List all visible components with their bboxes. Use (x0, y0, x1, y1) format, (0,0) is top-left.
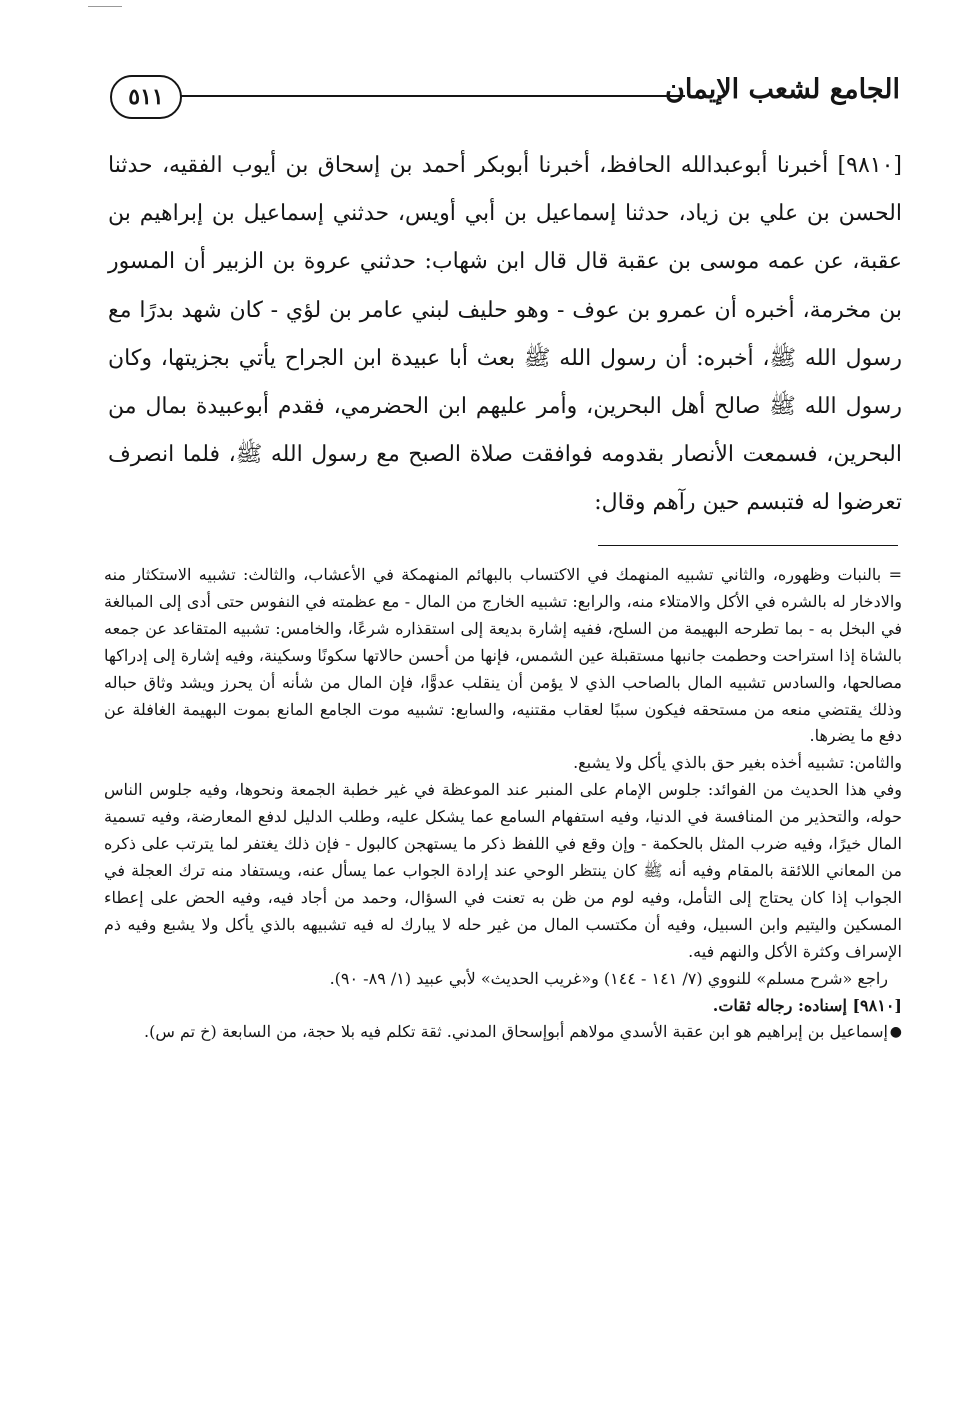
page-header (110, 70, 900, 126)
footnote-continuation: = بالنبات وظهوره، والثاني تشبيه المنهمك في الاكتساب بالبهائم المنهمكة في الأعشاب، والثالث: تشبيه الاستكثار منه والادخار له بالشره في الأكل والامتلاء منه، والرابع: تشبيه الخارج من المال - مع عظمته في النفوس حتى أدى إلى المبالغة في البخل به - بما تطرحه البهيمة من السلح، ففيه إشارة بديعة إلى استقذاره شرعًا، والخامس: تشبيه المتقاعد عن جمعه بالشاة إذا استراحت وحطمت جانبها مستقبلة عين الشمس، فإنها من أحسن حالاتها سكونًا وسكينة، وفيه إشارة إلى إدراكها مصالحها، والسادس تشبيه المال بالصاحب الذي لا يؤمن أن ينقلب عدوًّا، فإن المال من شأنه أن يحرز ويشد وثاق حباله وذلك يقتضي منعه من مستحقه فيكون سببًا لعقاب مقتنيه، والسابع: تشبيه موت الجامع المانع بموت البهيمة الغافلة عن دفع ما يضرها. (104, 565, 903, 746)
hadith-paragraph: [٩٨١٠] أخبرنا أبوعبدالله الحافظ، أخبرنا أبوبكر أحمد بن إسحاق بن أيوب الفقيه، حدثنا الحسن بن علي بن زياد، حدثنا إسماعيل بن أبي أويس، حدثني إسماعيل بن إبراهيم بن عقبة، عن عمه موسى بن عقبة قال قال ابن شهاب: حدثني عروة بن الزبير أن المسور بن مخرمة، أخبره أن عمرو بن عوف - وهو حليف لبني عامر بن لؤي - كان شهد بدرًا مع رسول الله ﷺ، أخبره: أن رسول الله ﷺ بعث أبا عبيدة ابن الجراح يأتي بجزيتها، وكان رسول الله ﷺ صالح أهل البحرين، وأمر عليهم ابن الحضرمي، فقدم أبوعبيدة بمال من البحرين، فسمعت الأنصار بقدومه فوافقت صلاة الصبح مع رسول الله ﷺ، فلما انصرف تعرضوا له فتبسم حين رآهم وقال: (108, 153, 902, 516)
page-top-mark (88, 6, 122, 7)
bullet-icon: ● (889, 1024, 902, 1041)
running-title: الجامع لشعب الإيمان (665, 74, 900, 105)
footnote-separator (598, 545, 898, 546)
page-number: ٥١١ (110, 75, 182, 119)
main-text (108, 142, 902, 528)
footnotes (104, 562, 902, 1046)
narrator-note (104, 1019, 902, 1046)
footnote-benefits: وفي هذا الحديث من الفوائد: جلوس الإمام على المنبر عند الموعظة في غير خطبة الجمعة ونحوها، وفيه جلوس الناس حوله، والتحذير من المنافسة في الدنيا، وفيه استفهام السامع عما يشكل عليه، وطلب الدليل لدفع المعارضة، وفيه تسمية المال خيرًا، وفيه ضرب المثل بالحكمة - وإن وقع في اللفظ ذكر ما يستهجن كالبول - فإن ذلك يغتفر لما يترتب على ذكره من المعاني اللائقة بالمقام وفيه أنه ﷺ كان ينتظر الوحي عند إرادة الجواب عما يسأل عنه، ويستفاد منه ترك العجلة في الجواب إذا كان يحتاج إلى التأمل، وفيه لوم من ظن به تعنت في السؤال، وحمد من أجاد فيه، وفيه الحض على إعطاء المسكين واليتيم وابن السبيل، وفيه أن مكتسب المال من غير حله لا يبارك له فيه تشبيهه بالذي يأكل ولا يشبع وفيه ذم الإسراف وكثرة الأكل والنهم فيه. (104, 780, 903, 961)
footnote-reference: راجع «شرح مسلم» للنووي (٧/ ١٤١ - ١٤٤) و«غريب الحديث» لأبي عبيد (١/ ٨٩- ٩٠). (329, 968, 888, 988)
footnote-eighth: والثامن: تشبيه أخذه بغير حق بالذي يأكل ولا يشبع. (573, 753, 902, 773)
narrator-text: إسماعيل بن إبراهيم هو ابن عقبة الأسدي مولاهم أبوإسحاق المدني. ثقة تكلم فيه بلا حجة، من السابعة (خ تم س). (144, 1022, 888, 1042)
header-rule (176, 95, 685, 97)
isnad-heading: [٩٨١٠] إسناده: رجاله ثقات. (712, 995, 902, 1015)
